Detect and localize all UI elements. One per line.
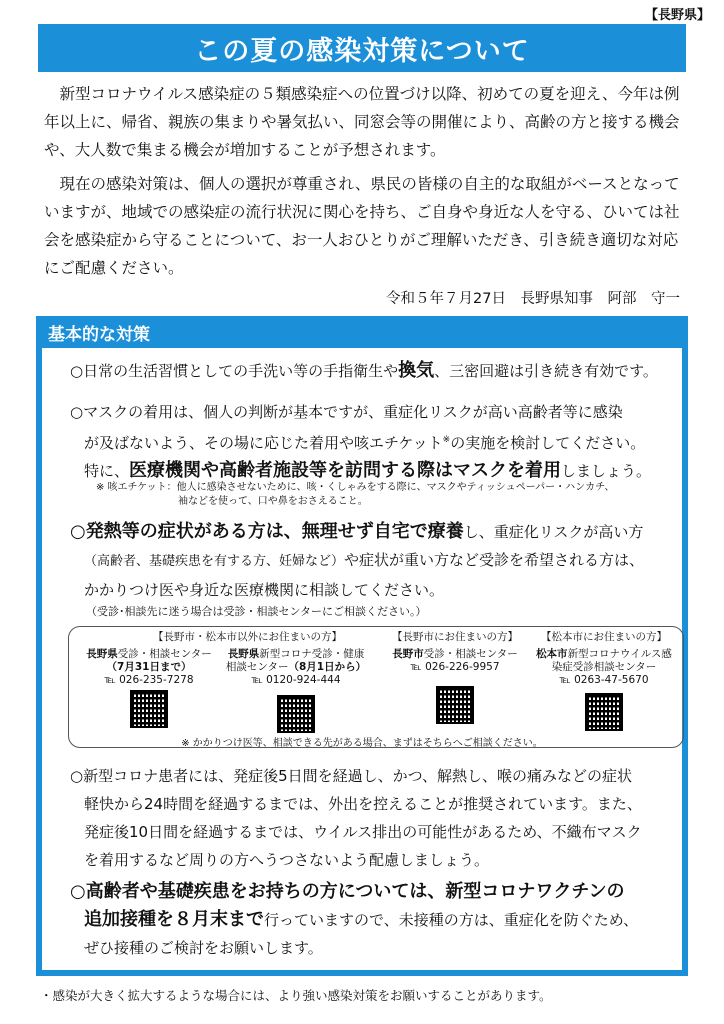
contact-phone[interactable]: ℡ 0120-924-444 [251,674,341,686]
intro-paragraph-1: 新型コロナウイルス感染症の５類感染症への位置づけ以降、初めての夏を迎え、今年は例年以上に、帰省、親族の集まりや暑気払い、同窓会等の開催により、高齢の方と接する機会や、大人数で集まる機会が増加することが予想されます。 [44,85,680,159]
measure-2-line-2b: の実施を検討してください。 [450,434,646,452]
measure-2-line-3a: 特に、 [84,462,130,480]
intro-paragraph-2: 現在の感染対策は、個人の選択が尊重され、県民の皆様の自主的な取組がベースとなっていますが、地域での感染症の流行状況に関心を持ち、ご自身や身近な人を守る、ひいては社会を感染症から守ることについて、お一人おひとりがご理解いただき、引き続き適切な対応にご配慮ください。 [44,175,680,277]
measure-5-line-2b: 行っていますので、未接種の方は、重症化を防ぐため、 [264,911,639,929]
contact-name: 新型コロナウイルス感染症受診相談センター [551,648,672,673]
contact-name-bold: 長野市 [392,648,424,660]
measure-3-line-1c: し、重症化リスクが高い方 [463,523,644,541]
measure-hand-hygiene [70,357,682,385]
contact-name-bold: 長野県 [227,648,260,660]
qr-code-icon[interactable] [585,693,623,731]
cough-etiquette-note-1: ※ 咳エチケット：他人に感染させないために、咳・くしゃみをする際に、マスクやティッシュペーパー・ハンカチ、 [96,482,615,493]
measure-5-highlight: 追加接種を８月末まで [84,909,264,930]
measure-2-line-2a: が及ばないよう、その場に応じた着用や咳エチケット [84,434,443,452]
measure-1-ventilation: 換気 [398,360,435,381]
cough-etiquette-note-2: 袖などを使って、口や鼻をおさえること。 [178,496,368,507]
page-title: この夏の感染対策について [38,24,686,72]
contact-phone[interactable]: ℡ 0263-47-5670 [559,674,649,686]
measure-2-line-3c: しましょう。 [561,462,652,480]
contact-nagano-city [383,631,527,724]
prefecture-tag: 【長野県】 [644,8,710,23]
measure-2-footnote-mark: ※ [442,435,451,445]
contact-panel [68,626,684,748]
measure-2-line-2 [70,426,682,457]
measure-vaccination [70,878,682,962]
measure-2-highlight: 医療機関や高齢者施設等を訪問する際はマスクを着用 [129,460,562,481]
contact-phone[interactable]: ℡ 026-226-9957 [410,661,500,673]
measure-3-line-2a: （高齢者、基礎疾患を有する方、妊婦など） [84,554,345,569]
measure-4-line-1: ○新型コロナ患者には、発症後5日間を経過し、かつ、解熱し、喉の痛みなどの症状 [70,767,633,785]
measure-4-line-2: 軽快から24時間を経過するまでは、外出を控えることが推奨されています。また、 [84,795,642,813]
measure-5-line-2 [70,906,682,934]
contact-name: 新型コロナ受診・健康相談センター [225,648,365,673]
measure-3-line-1 [70,518,682,546]
measure-fever [70,518,682,604]
measure-3-line-3: かかりつけ医や身近な医療機関に相談してください。 [84,581,445,599]
measure-3-line-2 [70,546,682,576]
measure-mask [70,398,682,485]
measure-2-line-1: ○マスクの着用は、個人の判断が基本ですが、重症化リスクが高い高齢者等に感染 [70,403,623,421]
contact-name: 受診・相談センター [423,648,518,660]
consult-note: （受診･相談先に迷う場合は受診・相談センターにご相談ください。） [86,605,427,618]
measure-4-line-3: 発症後10日間を経過するまでは、ウイルス排出の可能性があるため、不織布マスク [84,823,642,841]
contact-name-bold: 長野県 [86,648,118,660]
measure-3-circle: ○ [70,521,86,542]
contact-name-bold: 松本市 [536,648,568,660]
signature: 令和５年７月27日 長野県知事 阿部 守一 [386,291,680,307]
contact-nagano-pref-covid [223,648,369,733]
measure-1-text-c: 、三密回避は引き続き有効です。 [434,362,658,380]
contact-note: ※ かかりつけ医等、相談できる先がある場合、まずはそちらへご相談ください。 [181,738,543,749]
contact-area: 【長野市にお住まいの方】 [392,631,518,643]
measure-4-line-4: を着用するなど周りの方へうつさないよう配慮しましょう。 [84,851,490,869]
measure-3-line-2b: や症状が重い方など受診を希望される方は、 [344,551,645,569]
intro-text [44,80,684,288]
measure-3-highlight: 発熱等の症状がある方は、無理せず自宅で療養 [85,521,464,542]
measure-5-line-3: ぜひ接種のご検討をお願いします。 [84,939,323,957]
basic-measures-header: 基本的な対策 [36,316,688,348]
contact-area: 【長野市・松本市以外にお住まいの方】 [153,631,342,643]
measure-5-line-1: ○高齢者や基礎疾患をお持ちの方については、新型コロナワクチンの [70,881,625,902]
measure-1-text-a: ○日常の生活習慣としての手洗い等の手指衛生や [70,362,399,380]
contact-name: 受診・相談センター [117,648,212,660]
qr-code-icon[interactable] [277,695,315,733]
contact-period: （7月31日まで） [106,661,192,673]
contact-period: （8月1日から） [288,661,367,673]
footer-note: ・感染が大きく拡大するような場合には、より強い感染対策をお願いすることがあります。 [40,988,552,1003]
contact-phone[interactable]: ℡ 026-235-7278 [104,674,194,686]
contact-matsumoto-city [531,631,677,731]
contact-area: 【松本市にお住まいの方】 [541,631,667,643]
qr-code-icon[interactable] [436,686,474,724]
measure-covid-patients [70,762,682,874]
qr-code-icon[interactable] [130,690,168,728]
